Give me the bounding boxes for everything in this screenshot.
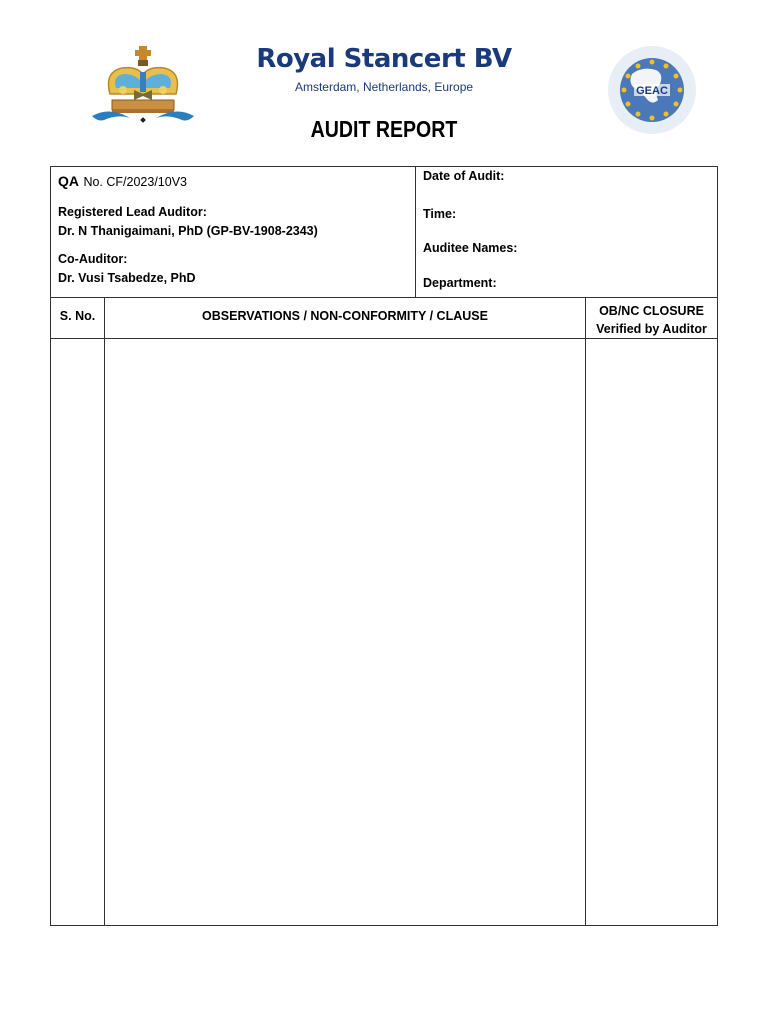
sno-cell[interactable]	[50, 338, 105, 926]
geac-logo	[606, 44, 698, 136]
observations-cell[interactable]	[104, 338, 586, 926]
company-name: Royal Stancert BV	[256, 44, 512, 74]
time-label: Time:	[423, 207, 457, 221]
co-auditor-label: Co-Auditor:	[58, 252, 128, 266]
closure-cell[interactable]	[585, 338, 718, 926]
qa-label: QA	[58, 173, 79, 189]
qa-number-line	[58, 173, 187, 191]
lead-auditor-value: Dr. N Thanigaimani, PhD (GP-BV-1908-2343)	[58, 224, 318, 238]
audit-info-right	[415, 166, 718, 298]
lead-auditor-label: Registered Lead Auditor:	[58, 205, 207, 219]
closure-header-line2: Verified by Auditor	[596, 322, 707, 336]
qa-number: No. CF/2023/10V3	[83, 175, 187, 189]
column-header-observations: OBSERVATIONS / NON-CONFORMITY / CLAUSE	[104, 297, 586, 339]
audit-info-left	[50, 166, 416, 298]
column-header-closure	[585, 297, 718, 339]
closure-header-line1: OB/NC CLOSURE	[599, 304, 704, 318]
svg-text:GEAC: GEAC	[636, 85, 668, 97]
date-of-audit-label: Date of Audit:	[423, 169, 505, 183]
document-title: AUDIT REPORT	[310, 116, 458, 142]
co-auditor-value: Dr. Vusi Tsabedze, PhD	[58, 271, 196, 285]
auditee-names-label: Auditee Names:	[423, 241, 518, 255]
department-label: Department:	[423, 276, 497, 290]
company-location: Amsterdam, Netherlands, Europe	[294, 80, 474, 94]
column-header-sno: S. No.	[50, 297, 105, 339]
